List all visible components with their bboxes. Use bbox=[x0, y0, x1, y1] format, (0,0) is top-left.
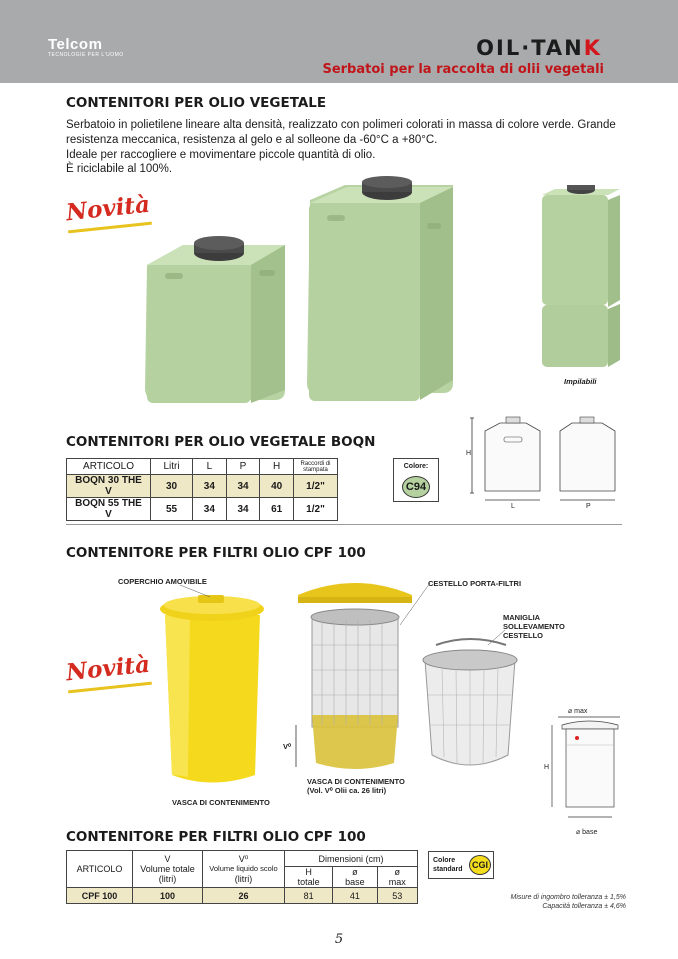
dim-max-label: ⌀ max bbox=[568, 708, 588, 715]
cpf-table bbox=[66, 850, 418, 904]
table-row bbox=[67, 475, 338, 498]
table-row bbox=[67, 888, 418, 904]
description-line: Serbatoio in polietilene lineare alta densità, realizzato con polimeri colorati in massa di colore verde. Grande bbox=[66, 119, 616, 131]
col-header-max bbox=[377, 867, 417, 888]
label-maniglia bbox=[503, 613, 565, 640]
mesh-basket-in-vasca bbox=[311, 609, 399, 769]
table-cell: BOQN 55 THE V bbox=[67, 498, 151, 521]
header-line: base bbox=[345, 877, 365, 887]
table-cell: 34 bbox=[226, 498, 260, 521]
oil-tank-brand bbox=[476, 36, 602, 60]
col-header: Litri bbox=[151, 459, 193, 475]
col-header: H bbox=[260, 459, 294, 475]
table-row bbox=[67, 498, 338, 521]
table-cell: 1/2" bbox=[294, 475, 338, 498]
table-cell: 26 bbox=[203, 888, 285, 904]
label-line: Colore bbox=[433, 857, 456, 864]
table-header-row bbox=[67, 459, 338, 475]
boqn-table bbox=[66, 458, 338, 521]
col-header-v bbox=[133, 851, 203, 888]
col-header-base bbox=[333, 867, 377, 888]
header-line: (litri) bbox=[234, 874, 253, 884]
color-label: Colore: bbox=[403, 463, 429, 470]
label-line: standard bbox=[433, 866, 463, 873]
stackable-caption: Impilabili bbox=[564, 377, 597, 386]
section-divider bbox=[66, 524, 622, 525]
section-title-cpf-100-table: CONTENITORE PER FILTRI OLIO CPF 100 bbox=[66, 829, 366, 845]
col-header: ARTICOLO bbox=[67, 459, 151, 475]
brand-part-k: K bbox=[583, 36, 602, 60]
dim-h-label: H bbox=[466, 450, 472, 457]
label-v0: V⁰ bbox=[283, 742, 292, 751]
col-header: Raccordi di stampata bbox=[294, 459, 338, 475]
table-cell: 30 bbox=[151, 475, 193, 498]
header-line: (litri) bbox=[158, 874, 177, 884]
table-cell: 100 bbox=[133, 888, 203, 904]
col-header-articolo: ARTICOLO bbox=[67, 851, 133, 888]
header-line: V⁰ bbox=[238, 854, 249, 864]
label-coperchio: COPERCHIO AMOVIBILE bbox=[118, 577, 207, 586]
brand-separator: · bbox=[521, 36, 532, 60]
color-badge-c94: C94 bbox=[402, 476, 430, 498]
page-header bbox=[0, 0, 678, 83]
description-line: resistenza meccanica, resistenza al gelo e al solleone da -60°C a +80°C. bbox=[66, 133, 438, 146]
logo-main-text: Telcom bbox=[48, 36, 103, 53]
table-cell: 55 bbox=[151, 498, 193, 521]
table-cell: 34 bbox=[193, 475, 227, 498]
header-line: max bbox=[388, 877, 406, 887]
yellow-lid bbox=[298, 583, 412, 603]
color-label bbox=[433, 856, 463, 874]
col-header-v0 bbox=[203, 851, 285, 888]
table-cell: 34 bbox=[193, 498, 227, 521]
boqn-tech-drawing bbox=[460, 413, 630, 513]
standalone-mesh-basket bbox=[423, 639, 517, 765]
table-cell: 34 bbox=[226, 475, 260, 498]
novita-label: Novità bbox=[64, 190, 152, 227]
tolerance-note: Misure di ingombro tolleranza ± 1,5% bbox=[510, 894, 626, 901]
description-line: È riciclabile al 100%. bbox=[66, 163, 173, 176]
dim-h-label: H bbox=[544, 764, 550, 771]
label-line: SOLLEVAMENTO bbox=[503, 622, 565, 631]
header-line: Volume totale bbox=[140, 864, 195, 874]
label-line: VASCA DI CONTENIMENTO bbox=[307, 777, 405, 786]
dim-base-label: ⌀ base bbox=[576, 829, 598, 836]
description-line: Ideale per raccogliere e movimentare piccole quantità di olio. bbox=[66, 148, 376, 161]
brand-part-a: OIL bbox=[476, 36, 522, 60]
yellow-bucket bbox=[160, 595, 264, 783]
table-cell: 1/2" bbox=[294, 498, 338, 521]
col-header-h bbox=[285, 867, 333, 888]
page-number: 5 bbox=[334, 932, 344, 947]
header-line: ø bbox=[394, 867, 401, 877]
dim-l-label: L bbox=[511, 503, 515, 510]
table-header-row bbox=[67, 851, 418, 867]
dim-p-label: P bbox=[586, 503, 591, 510]
filter-container-illustration bbox=[150, 575, 535, 810]
section-title-olio-vegetale: CONTENITORI PER OLIO VEGETALE bbox=[66, 95, 327, 111]
col-header: L bbox=[193, 459, 227, 475]
novita-label: Novità bbox=[64, 650, 152, 687]
label-cestello: CESTELLO PORTA-FILTRI bbox=[428, 579, 522, 588]
large-green-tank bbox=[307, 176, 453, 401]
header-line: ø bbox=[352, 867, 358, 877]
brand-part-b: TAN bbox=[531, 36, 584, 60]
header-line: Volume liquido scolo bbox=[209, 864, 278, 873]
table-cell: 41 bbox=[333, 888, 377, 904]
table-cell: CPF 100 bbox=[67, 888, 133, 904]
green-tanks-illustration bbox=[135, 175, 635, 405]
tolerance-note: Capacità tolleranza ± 4,6% bbox=[542, 903, 626, 910]
description-paragraph bbox=[66, 118, 636, 177]
header-subtitle: Serbatoi per la raccolta di olii vegetali bbox=[322, 62, 604, 77]
telcom-logo bbox=[48, 36, 124, 58]
label-line: CESTELLO bbox=[503, 631, 544, 640]
color-box-cgi bbox=[428, 851, 494, 879]
section-title-cpf-100: CONTENITORE PER FILTRI OLIO CPF 100 bbox=[66, 545, 366, 561]
col-header: P bbox=[226, 459, 260, 475]
section-title-boqn: CONTENITORI PER OLIO VEGETALE BOQN bbox=[66, 434, 376, 450]
col-header-dimensioni: Dimensioni (cm) bbox=[285, 851, 418, 867]
color-badge-cgi: CGI bbox=[469, 855, 491, 875]
label-line: MANIGLIA bbox=[503, 613, 541, 622]
color-box-c94 bbox=[393, 458, 439, 502]
table-cell: 53 bbox=[377, 888, 417, 904]
cpf-tech-drawing bbox=[540, 705, 630, 830]
label-vasca-mid bbox=[307, 777, 405, 795]
table-cell: 61 bbox=[260, 498, 294, 521]
logo-tagline: TECNOLOGIE PER L'UOMO bbox=[48, 52, 124, 58]
table-cell: 40 bbox=[260, 475, 294, 498]
label-vasca-left: VASCA DI CONTENIMENTO bbox=[172, 798, 270, 807]
table-cell: 81 bbox=[285, 888, 333, 904]
small-green-tank bbox=[145, 236, 285, 403]
stacked-green-tanks bbox=[542, 185, 620, 367]
header-line: totale bbox=[297, 877, 320, 887]
header-line: V bbox=[164, 854, 171, 864]
table-cell: BOQN 30 THE V bbox=[67, 475, 151, 498]
label-line: (Vol. V⁰ Olii ca. 26 litri) bbox=[307, 786, 387, 795]
header-line: H bbox=[305, 867, 312, 877]
